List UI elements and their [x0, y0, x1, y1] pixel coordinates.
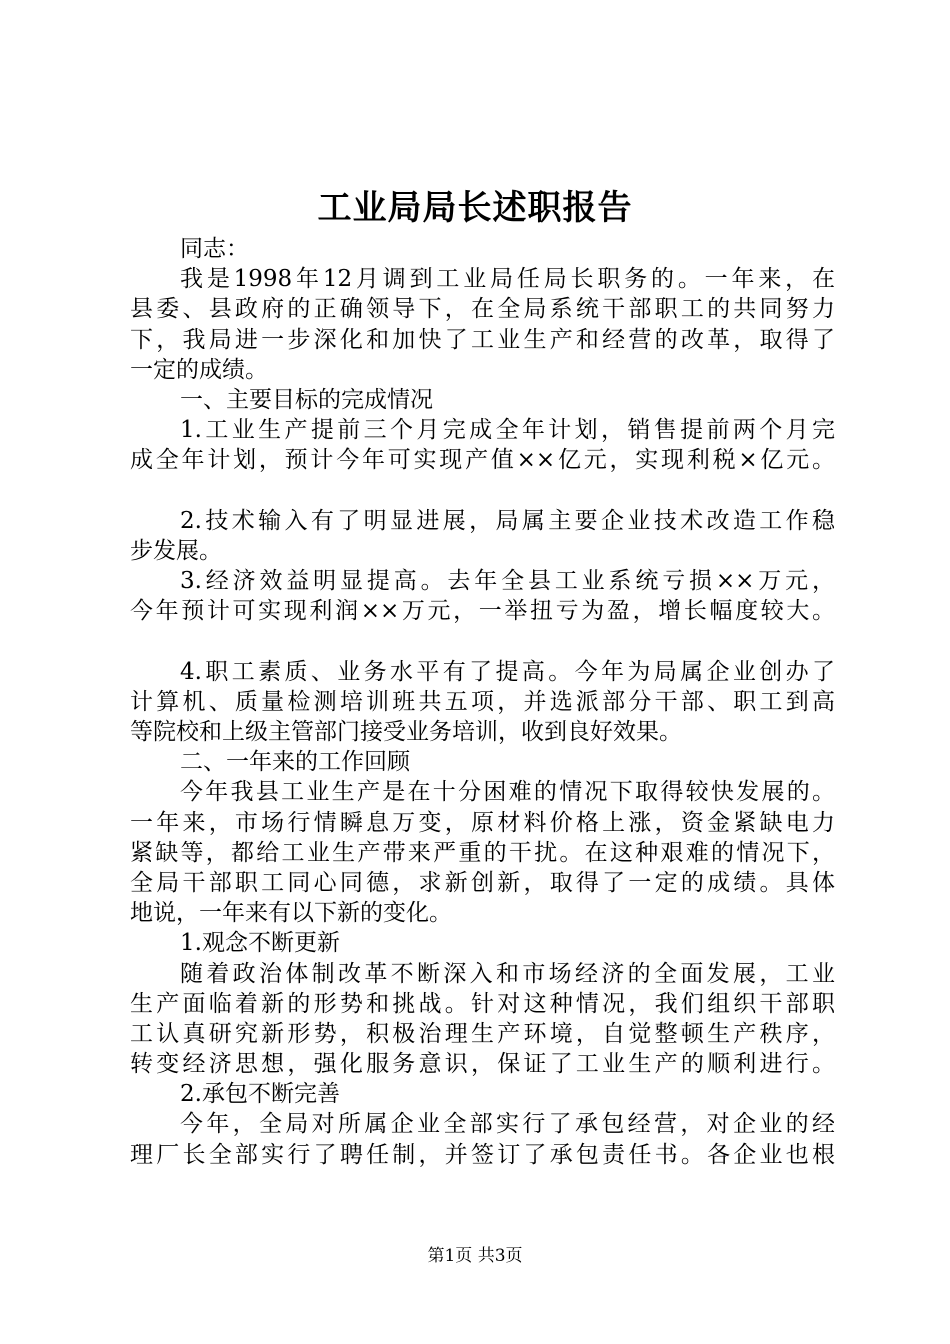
paragraph-line: 生产面临着新的形势和挑战。针对这种情况，我们组织干部职: [130, 990, 835, 1017]
paragraph-line: 一年来，市场行情瞬息万变，原材料价格上涨，资金紧缺电力: [130, 809, 835, 836]
page-number-footer: 第1页 共3页: [427, 1246, 523, 1266]
paragraph-line: 4.职工素质、业务水平有了提高。今年为局属企业创办了: [180, 658, 835, 685]
paragraph-line: 工认真研究新形势，积极治理生产环境，自觉整顿生产秩序，: [130, 1020, 835, 1047]
document-body: [130, 234, 835, 1170]
blank-line: [130, 626, 835, 656]
paragraph-line: 下，我局进一步深化和加快了工业生产和经营的改革，取得了: [130, 326, 835, 353]
paragraph-line: 随着政治体制改革不断深入和市场经济的全面发展，工业: [180, 960, 835, 987]
paragraph-line: 我是1998年12月调到工业局任局长职务的。一年来，在: [180, 266, 835, 293]
paragraph-line: 一定的成绩。: [130, 356, 268, 383]
paragraph-line: 县委、县政府的正确领导下，在全局系统干部职工的共同努力: [130, 296, 835, 323]
paragraph-line: 今年我县工业生产是在十分困难的情况下取得较快发展的。: [180, 779, 835, 806]
paragraph-line: 地说，一年来有以下新的变化。: [130, 900, 452, 927]
paragraph-line: 紧缺等，都给工业生产带来严重的干扰。在这种艰难的情况下，: [130, 839, 835, 866]
paragraph-line: 计算机、质量检测培训班共五项，并选派部分干部、职工到高: [130, 688, 835, 715]
paragraph-line: 2.技术输入有了明显进展，局属主要企业技术改造工作稳: [180, 507, 835, 534]
paragraph-line: 等院校和上级主管部门接受业务培训，收到良好效果。: [130, 719, 682, 745]
paragraph-line: 3.经济效益明显提高。去年全县工业系统亏损××万元，: [180, 568, 835, 595]
subsection-heading: 2.承包不断完善: [180, 1081, 340, 1108]
document-title: 工业局局长述职报告: [317, 188, 633, 228]
salutation: 同志：: [180, 236, 249, 262]
section-heading: 一、主要目标的完成情况: [180, 386, 433, 413]
paragraph-line: 步发展。: [130, 537, 222, 564]
section-heading: 二、一年来的工作回顾: [180, 749, 410, 776]
paragraph-line: 成全年计划，预计今年可实现产值××亿元，实现利税×亿元。: [130, 447, 835, 474]
paragraph-line: 1.工业生产提前三个月完成全年计划，销售提前两个月完: [180, 417, 835, 444]
paragraph-line: 今年预计可实现利润××万元，一举扭亏为盈，增长幅度较大。: [130, 598, 835, 625]
paragraph-line: 今年，全局对所属企业全部实行了承包经营，对企业的经: [180, 1111, 835, 1138]
paragraph-line: 转变经济思想，强化服务意识，保证了工业生产的顺利进行。: [130, 1051, 835, 1078]
subsection-heading: 1.观念不断更新: [180, 930, 340, 957]
blank-line: [130, 476, 835, 506]
paragraph-line: 理厂长全部实行了聘任制，并签订了承包责任书。各企业也根: [130, 1141, 835, 1168]
paragraph-line: 全局干部职工同心同德，求新创新，取得了一定的成绩。具体: [130, 869, 835, 896]
